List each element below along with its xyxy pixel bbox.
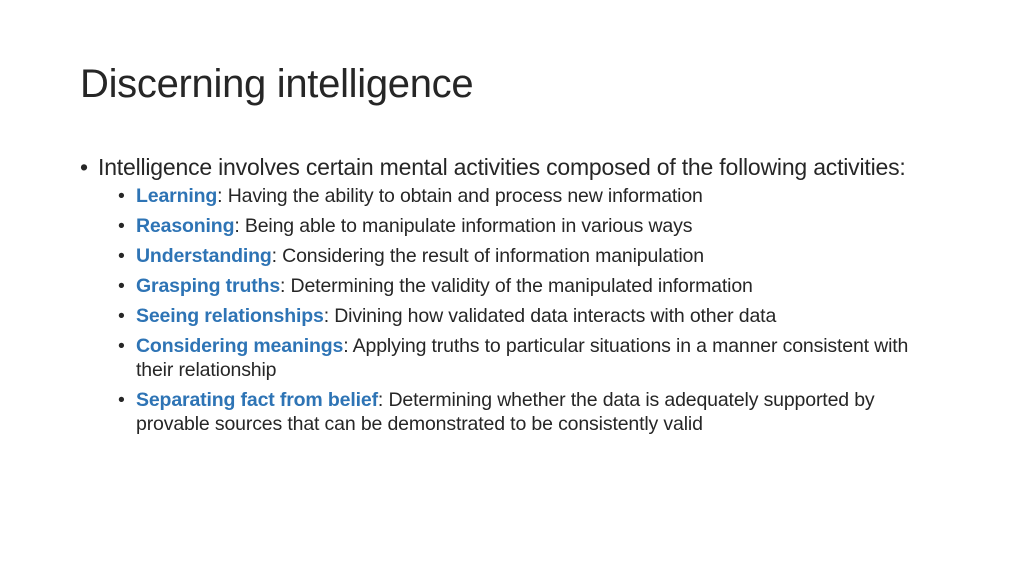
list-item (118, 334, 940, 382)
list-item (118, 304, 940, 328)
term-reasoning: Reasoning (136, 215, 235, 237)
slide-content (80, 154, 940, 442)
item-description: : Determining the validity of the manipulated information (280, 275, 753, 297)
term-grasping-truths: Grasping truths (136, 275, 281, 297)
bullet-icon: • (118, 335, 125, 357)
list-item (118, 388, 940, 436)
intro-bullet (80, 154, 940, 181)
term-understanding: Understanding (136, 245, 272, 267)
term-separating-fact-from-belief: Separating fact from belief (136, 389, 378, 411)
bullet-icon: • (118, 305, 125, 327)
bullet-icon: • (118, 275, 125, 297)
bullet-icon: • (118, 245, 125, 267)
list-item (118, 274, 940, 298)
list-item (118, 244, 940, 268)
intro-text: Intelligence involves certain mental activities composed of the following activities: (98, 154, 906, 180)
term-considering-meanings: Considering meanings (136, 335, 344, 357)
item-description: : Determining whether the data is adequately supported by provable sources that can be demonstrated to be consistently valid (136, 389, 875, 435)
activities-list (80, 184, 940, 436)
list-item (118, 214, 940, 238)
item-description: : Considering the result of information manipulation (271, 245, 704, 267)
item-description: : Being able to manipulate information in various ways (234, 215, 693, 237)
slide-title: Discerning intelligence (80, 62, 474, 106)
item-description: : Divining how validated data interacts with other data (323, 305, 777, 327)
item-description: : Having the ability to obtain and process new information (217, 185, 703, 207)
term-learning: Learning (136, 185, 218, 207)
bullet-icon: • (80, 154, 88, 180)
item-description: : Applying truths to particular situations in a manner consistent with their relationship (136, 335, 909, 381)
bullet-icon: • (118, 215, 125, 237)
list-item (118, 184, 940, 208)
term-seeing-relationships: Seeing relationships (136, 305, 324, 327)
bullet-icon: • (118, 389, 125, 411)
bullet-icon: • (118, 185, 125, 207)
